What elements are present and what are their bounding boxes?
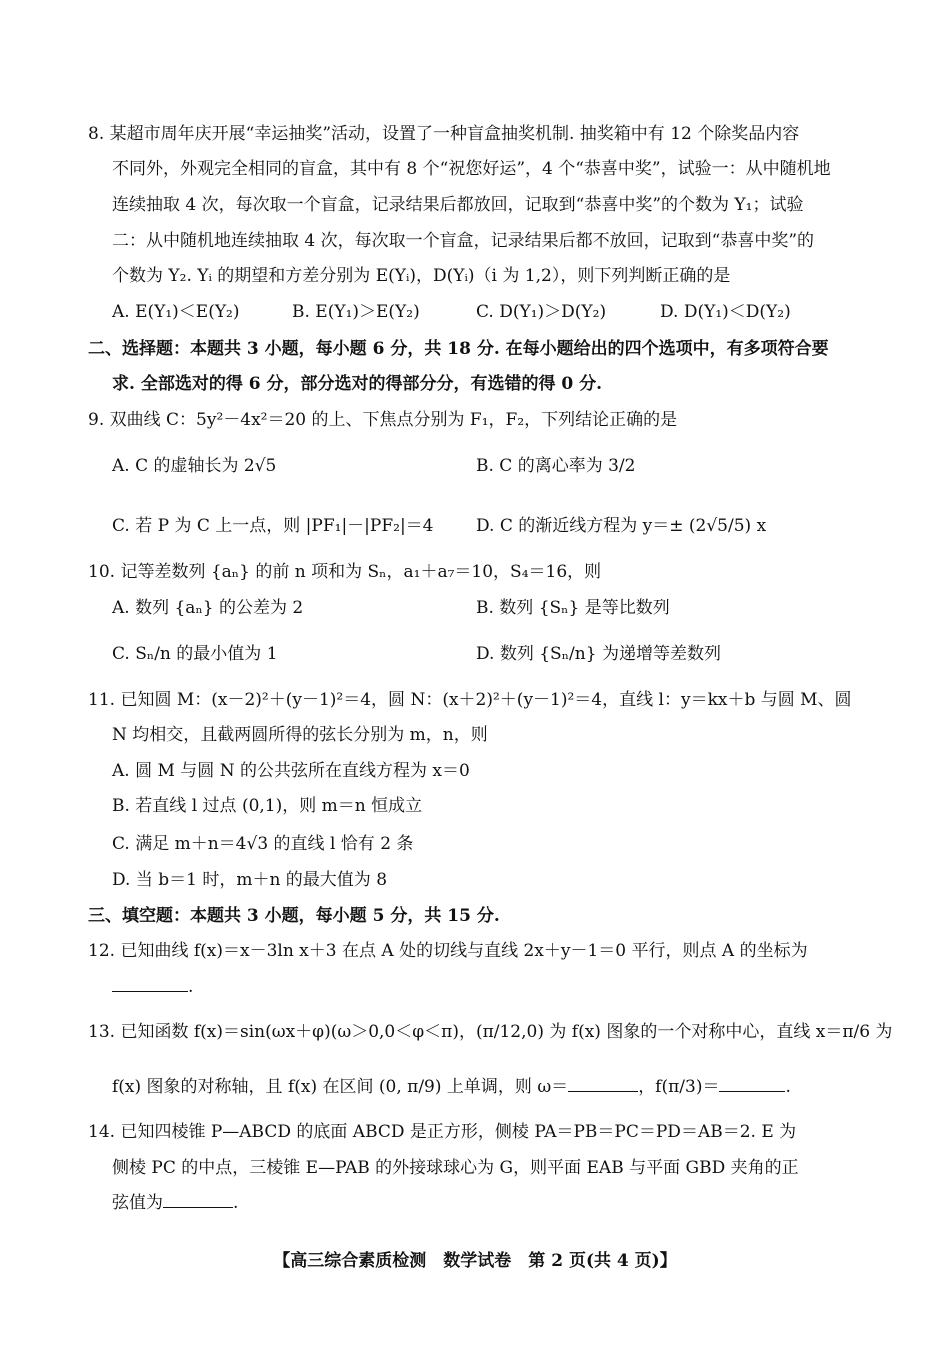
q8-line-2: 不同外，外观完全相同的盲盒，其中有 8 个“祝您好运”，4 个“恭喜中奖”，试验一：从中随机地	[112, 159, 831, 179]
q14-line-1: 14. 已知四棱锥 P—ABCD 的底面 ABCD 是正方形，侧棱 PA＝PB＝PC＝PD＝AB＝2. E 为	[88, 1122, 797, 1142]
q8-line-4: 二：从中随机地连续抽取 4 次，每次取一个盲盒，记录结果后都不放回，记取到“恭喜中奖”的	[112, 231, 815, 251]
q12-line-2-end: .	[188, 977, 194, 997]
q14-answer-blank[interactable]	[163, 1191, 233, 1208]
q14-line-2: 侧棱 PC 的中点，三棱锥 E—PAB 的外接球球心为 G，则平面 EAB 与平面 GBD 夹角的正	[112, 1158, 799, 1178]
q8-option-c: C. D(Y₁)＞D(Y₂)	[476, 302, 607, 322]
section-2-heading-line-2: 求. 全部选对的得 6 分，部分选对的得部分分，有选错的得 0 分.	[112, 374, 603, 394]
q13-value-answer-blank[interactable]	[719, 1075, 785, 1092]
q11-option-a: A. 圆 M 与圆 N 的公共弦所在直线方程为 x＝0	[112, 761, 470, 781]
q9-option-d: D. C 的渐近线方程为 y＝± (2√5/5) x	[476, 516, 767, 536]
q11-option-b: B. 若直线 l 过点 (0,1)，则 m＝n 恒成立	[112, 796, 423, 816]
q10-option-b: B. 数列 {Sₙ} 是等比数列	[476, 598, 670, 618]
q11-option-c: C. 满足 m＋n＝4√3 的直线 l 恰有 2 条	[112, 834, 414, 854]
q8-line-3: 连续抽取 4 次，每次取一个盲盒，记录结果后都放回，记取到“恭喜中奖”的个数为 Y₁；试验	[112, 195, 804, 215]
q12-line-1: 12. 已知曲线 f(x)＝x－3ln x＋3 在点 A 处的切线与直线 2x＋y－1＝0 平行，则点 A 的坐标为	[88, 941, 808, 961]
q8-line-5: 个数为 Y₂. Yᵢ 的期望和方差分别为 E(Yᵢ)，D(Yᵢ)（i 为 1,2），则下列判断正确的是	[112, 266, 731, 286]
q8-line-1: 8. 某超市周年庆开展“幸运抽奖”活动，设置了一种盲盒抽奖机制. 抽奖箱中有 12 个除奖品内容	[88, 124, 800, 144]
q10-option-d: D. 数列 {Sₙ/n} 为递增等差数列	[476, 644, 721, 664]
q10-stem: 10. 记等差数列 {aₙ} 的前 n 项和为 Sₙ，a₁＋a₇＝10，S₄＝16，则	[88, 562, 602, 582]
section-3-heading: 三、填空题：本题共 3 小题，每小题 5 分，共 15 分.	[88, 906, 500, 926]
q11-line-1: 11. 已知圆 M：(x－2)²＋(y－1)²＝4，圆 N：(x＋2)²＋(y－1)²＝4，直线 l：y＝kx＋b 与圆 M、圆	[88, 690, 852, 710]
q13-line-2-part-a: f(x) 图象的对称轴，且 f(x) 在区间 (0, π/9) 上单调，则 ω＝	[112, 1077, 569, 1097]
q8-option-b: B. E(Y₁)＞E(Y₂)	[292, 302, 420, 322]
q13-line-2-end: .	[785, 1077, 791, 1097]
q9-stem: 9. 双曲线 C：5y²－4x²＝20 的上、下焦点分别为 F₁，F₂，下列结论正确的是	[88, 410, 678, 430]
q13-line-1: 13. 已知函数 f(x)＝sin(ωx＋φ)(ω＞0,0＜φ＜π)，(π/12,0) 为 f(x) 图象的一个对称中心，直线 x＝π/6 为	[88, 1022, 893, 1042]
q14-line-3-part-a: 弦值为	[112, 1193, 163, 1213]
q8-option-d: D. D(Y₁)＜D(Y₂)	[660, 302, 791, 322]
q11-line-2: N 均相交，且截两圆所得的弦长分别为 m，n，则	[112, 725, 488, 745]
q9-option-a: A. C 的虚轴长为 2√5	[112, 456, 277, 476]
q8-option-a: A. E(Y₁)＜E(Y₂)	[112, 302, 240, 322]
section-2-heading-line-1: 二、选择题：本题共 3 小题，每小题 6 分，共 18 分. 在每小题给出的四个选项中，有多项符合要	[88, 339, 829, 359]
q12-answer-blank[interactable]	[112, 975, 188, 992]
q10-option-c: C. Sₙ/n 的最小值为 1	[112, 644, 278, 664]
q14-line-3	[112, 1191, 238, 1215]
q9-option-b: B. C 的离心率为 3/2	[476, 456, 636, 476]
q13-line-2	[112, 1075, 791, 1099]
q13-line-2-part-b: ，f(π/3)＝	[638, 1077, 720, 1097]
q12-line-2	[112, 975, 193, 999]
page-footer: 【高三综合素质检测 数学试卷 第 2 页(共 4 页)】	[273, 1251, 677, 1271]
q13-omega-answer-blank[interactable]	[568, 1075, 638, 1092]
q9-option-c: C. 若 P 为 C 上一点，则 |PF₁|－|PF₂|＝4	[112, 516, 434, 536]
q10-option-a: A. 数列 {aₙ} 的公差为 2	[112, 598, 304, 618]
q11-option-d: D. 当 b＝1 时，m＋n 的最大值为 8	[112, 870, 388, 890]
q14-line-3-end: .	[233, 1193, 239, 1213]
